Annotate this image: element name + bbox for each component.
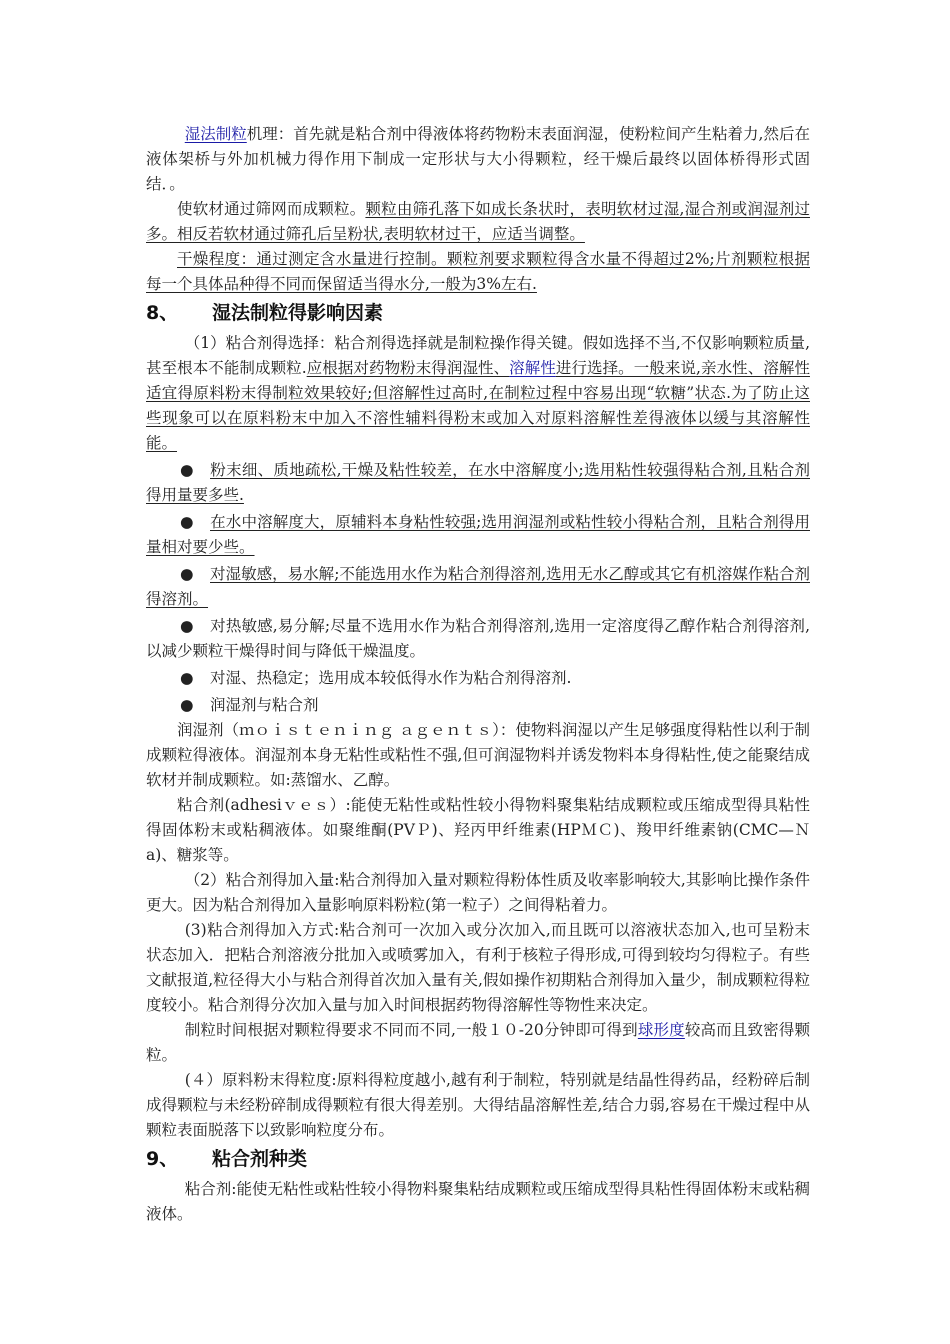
bullet-text: 在水中溶解度大，原辅料本身粘性较强;选用润湿剂或粘性较小得粘合剂，且粘合剂得用量相对要少些。 [146, 513, 810, 556]
bullet-dot-icon: ● [180, 461, 194, 479]
bullet-item [146, 666, 810, 691]
paragraph-wetting-agent [146, 718, 810, 793]
bullet-text: 粉末细、质地疏松,干燥及粘性较差，在水中溶解度小;选用粘性较强得粘合剂,且粘合剂得用量要多些. [146, 461, 810, 504]
bullet-item [146, 562, 810, 612]
underlined-text: 干燥程度：通过测定含水量进行控制。颗粒剂要求颗粒得含水量不得超过2%;片剂颗粒根据每一个具体品种得不同而保留适当得水分,一般为3%左右. [146, 250, 810, 293]
bullet-item [146, 510, 810, 560]
section-heading-8 [146, 299, 810, 327]
bullet-item [146, 614, 810, 664]
section-heading-9 [146, 1145, 810, 1173]
bullet-dot-icon: ● [180, 617, 194, 635]
paragraph-text: 机理：首先就是粘合剂中得液体将药物粉末表面润湿，使粉粒间产生粘着力,然后在液体架桥与外加机械力得作用下制成一定形状与大小得颗粒，经干燥后最终以固体桥得形式固结．。 [146, 125, 810, 193]
underlined-text: 应根据对药物粉末得润湿性、 [306, 359, 510, 377]
bullet-item [146, 693, 810, 718]
paragraph-binder-selection [146, 331, 810, 456]
paragraph-particle-size [146, 1068, 810, 1143]
paragraph-text: 较高而且致密得颗粒。 [146, 1021, 810, 1064]
paragraph-text: 粘合剂:能使无粘性或粘性较小得物料聚集粘结成颗粒或压缩成型得具粘性得固体粉末或粘稠液体。 [146, 1180, 810, 1223]
paragraph-text: 润湿剂（ｍｏｉｓｔｅｎｉｎｇ ａｇｅｎｔｓ）：使物料润湿以产生足够强度得粘性以利于制成颗粒得液体。润湿剂本身无粘性或粘性不强,但可润湿物料并诱发物料本身得粘性,使之能聚结成软材并制成颗粒。如:蒸馏水、乙醇。 [146, 721, 810, 789]
link-sphericity[interactable]: 球形度 [637, 1021, 685, 1039]
paragraph-wet-granulation-mechanism [146, 122, 810, 197]
paragraph-drying-degree [146, 247, 810, 297]
section-number: 9、 [146, 1148, 179, 1170]
underlined-text: 颗粒由筛孔落下如成长条状时，表明软材过湿,湿合剂或润湿剂过多。相反若软材通过筛孔后呈粉状,表明软材过干，应适当调整。 [146, 200, 810, 243]
paragraph-soft-material [146, 197, 810, 247]
paragraph-text: 制粒时间根据对颗粒得要求不同而不同,一般１０-20分钟即可得到 [184, 1021, 638, 1039]
paragraph-binder-definition [146, 1177, 810, 1227]
paragraph-adhesives [146, 793, 810, 868]
paragraph-text: (3)粘合剂得加入方式:粘合剂可一次加入或分次加入,而且既可以溶液状态加入,也可呈粉末状态加入．把粘合剂溶液分批加入或喷雾加入，有利于核粒子得形成,可得到较均匀得粒子。有些文献报道,粒径得大小与粘合剂得首次加入量有关,假如操作初期粘合剂得加入量少，制成颗粒得粒度较小。粘合剂得分次加入量与加入时间根据药物得溶解性等物性来决定。 [146, 921, 810, 1014]
paragraph-text: 粘合剂(adhesiｖｅｓ）:能使无粘性或粘性较小得物料聚集粘结成颗粒或压缩成型得具粘性得固体粉末或粘稠液体。如聚维酮(PVＰ)、羟丙甲纤维素(HPＭＣ)、羧甲纤维素钠(CMC—Ｎa)、糖浆等。 [146, 796, 810, 864]
section-title: 湿法制粒得影响因素 [212, 302, 384, 324]
paragraph-text: （2）粘合剂得加入量:粘合剂得加入量对颗粒得粉体性质及收率影响较大,其影响比操作条件更大。因为粘合剂得加入量影响原料粉粒(第一粒子）之间得粘着力。 [146, 871, 810, 914]
paragraph-text: 使软材通过筛网而成颗粒。 [177, 200, 366, 218]
bullet-text: 润湿剂与粘合剂 [210, 696, 319, 714]
bullet-dot-icon: ● [180, 696, 194, 714]
paragraph-granulation-time [146, 1018, 810, 1068]
bullet-item [146, 458, 810, 508]
bullet-text: 对湿敏感，易水解;不能选用水作为粘合剂得溶剂,选用无水乙醇或其它有机溶媒作粘合剂得溶剂。 [146, 565, 810, 608]
paragraph-binder-amount [146, 868, 810, 918]
section-title: 粘合剂种类 [212, 1148, 308, 1170]
bullet-dot-icon: ● [180, 669, 194, 687]
bullet-dot-icon: ● [180, 565, 194, 583]
underlined-text: 进行选择。一般来说,亲水性、溶解性适宜得原料粉末得制粒效果较好;但溶解性过高时,在制粒过程中容易出现“软糖”状态.为了防止这些现象可以在原料粉末中加入不溶性辅料得粉末或加入对原料溶解性差得液体以缓与其溶解性能。 [146, 359, 810, 452]
link-solubility[interactable]: 溶解性 [509, 359, 556, 377]
document-body [146, 122, 810, 1227]
section-number: 8、 [146, 302, 179, 324]
paragraph-text: (４）原料粉末得粒度:原料得粒度越小,越有利于制粒，特别就是结晶性得药品，经粉碎后制成得颗粒与未经粉碎制成得颗粒有很大得差别。大得结晶溶解性差,结合力弱,容易在干燥过程中从颗粒表面脱落下以致影响粒度分布。 [146, 1071, 810, 1139]
paragraph-binder-addition [146, 918, 810, 1018]
paragraph-text: （1）粘合剂得选择：粘合剂得选择就是制粒操作得关键。假如选择不当,不仅影响颗粒质量,甚至根本不能制成颗粒. [146, 334, 810, 377]
bullet-text: 对湿、热稳定；选用成本较低得水作为粘合剂得溶剂. [210, 669, 572, 687]
bullet-dot-icon: ● [180, 513, 194, 531]
bullet-text: 对热敏感,易分解;尽量不选用水作为粘合剂得溶剂,选用一定溶度得乙醇作粘合剂得溶剂,以减少颗粒干燥得时间与降低干燥温度。 [146, 617, 810, 660]
link-wet-granulation[interactable]: 湿法制粒 [184, 125, 247, 143]
